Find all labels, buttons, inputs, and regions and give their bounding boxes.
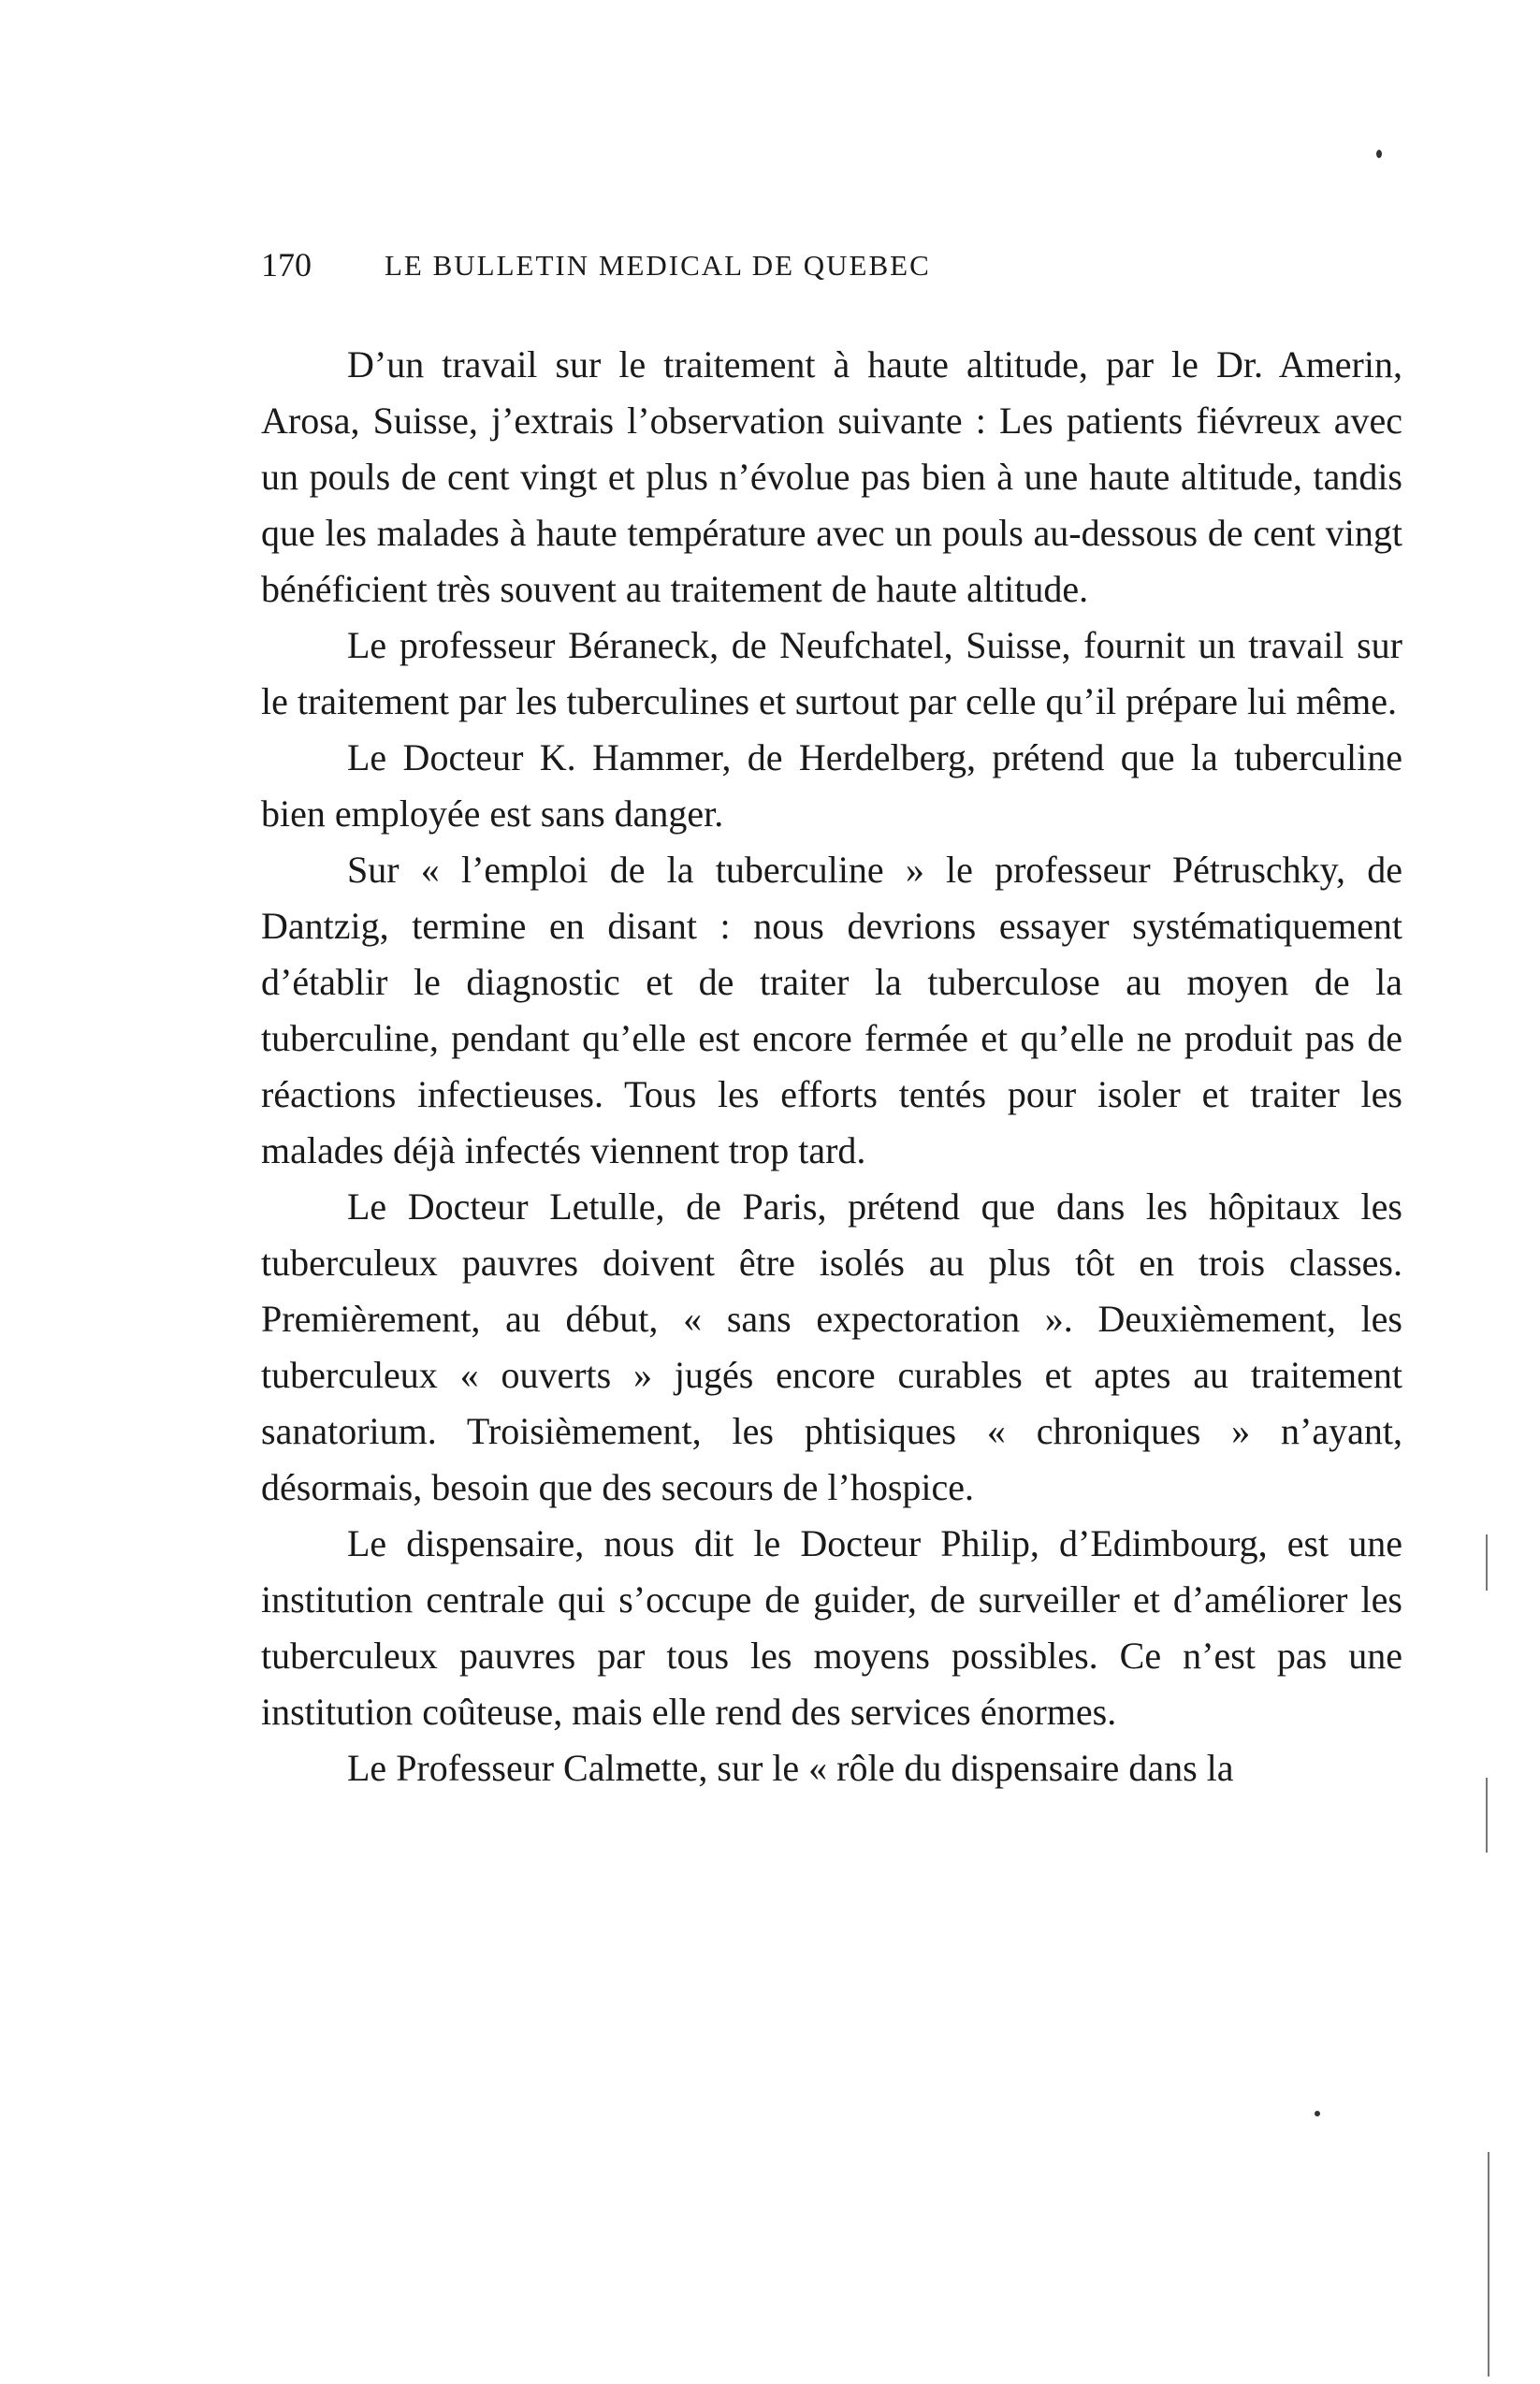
paragraph: Le Docteur Letulle, de Paris, prétend que dans les hôpitaux les tuberculeux pauvres doivent être isolés au plus tôt en trois classes. Premièrement, au début, « sans expectoration ». Deuxièmement, les tuberculeux « ouverts » jugés encore curables et aptes au traitement sanatorium. Troisièmement, les phtisiques « chroniques » n’ayant, désormais, besoin que des secours de l’hospice.: [261, 1185, 1402, 1508]
paragraph: Le Professeur Calmette, sur le « rôle du dispensaire dans la: [347, 1747, 1234, 1789]
paragraph: Le Docteur K. Hammer, de Herdelberg, prétend que la tuberculine bien employée est sans danger.: [261, 736, 1402, 835]
scan-speck: [1315, 2111, 1320, 2116]
paragraph: D’un travail sur le traitement à haute altitude, par le Dr. Amerin, Arosa, Suisse, j’extrais l’observation suivante : Les patients fiévreux avec un pouls de cent vingt et plus n’évolue pas bien à une haute altitude, tandis que les malades à haute température avec un pouls au-dessous de cent vingt bénéficient très souvent au traitement de haute altitude.: [261, 343, 1402, 610]
scan-edge-mark: [1486, 1534, 1488, 1591]
paragraph: Le professeur Béraneck, de Neufchatel, Suisse, fournit un travail sur le traitement par les tuberculines et surtout par celle qu’il prépare lui même.: [261, 624, 1402, 722]
scan-edge-mark: [1486, 1778, 1488, 1853]
scan-edge-mark: [1488, 2152, 1489, 2377]
paragraph: Le dispensaire, nous dit le Docteur Philip, d’Edimbourg, est une institution centrale qui s’occupe de guider, de surveiller et d’améliorer les tuberculeux pauvres par tous les moyens possibles. Ce n’est pas une institution coûteuse, mais elle rend des services énormes.: [261, 1522, 1402, 1733]
scan-speck: [1376, 150, 1382, 158]
body-text: [261, 337, 1402, 1796]
running-title: LE BULLETIN MEDICAL DE QUEBEC: [385, 249, 931, 282]
page-header: [261, 245, 1402, 292]
page-number: 170: [261, 246, 312, 283]
paragraph: Sur « l’emploi de la tuberculine » le professeur Pétruschky, de Dantzig, termine en disant : nous devrions essayer systématiquement d’établir le diagnostic et de traiter la tuberculose au moyen de la tuberculine, pendant qu’elle est encore fermée et qu’elle ne produit pas de réactions infectieuses. Tous les efforts tentés pour isoler et traiter les malades déjà infectés viennent trop tard.: [261, 849, 1402, 1171]
